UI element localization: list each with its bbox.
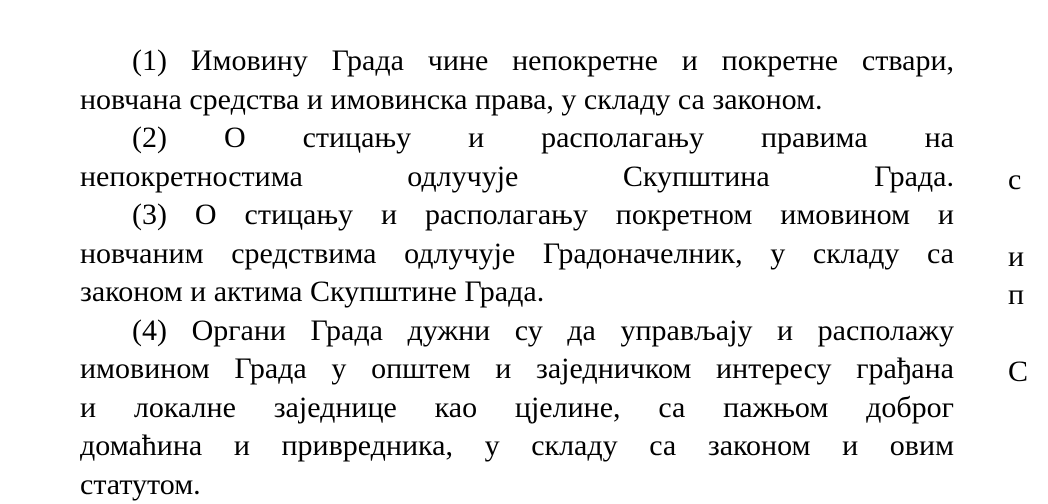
- paragraph-2-line-1: (2) О стицању и располагању правима на: [80, 119, 954, 158]
- margin-fragment-1: с: [1008, 161, 1021, 200]
- margin-fragment-2: и: [1008, 238, 1024, 277]
- paragraph-3-line-2: новчаним средствима одлучује Градоначелник, у складу са: [80, 235, 954, 274]
- margin-fragment-4: С: [1008, 353, 1028, 392]
- paragraph-3-line-3: законом и актима Скупштине Града.: [80, 273, 954, 312]
- paragraph-1-line-1: (1) Имовину Града чине непокретне и покретне ствари,: [80, 42, 954, 81]
- paragraph-1-line-2: новчана средства и имовинска права, у складу са законом.: [80, 81, 954, 120]
- paragraph-4-line-2: имовином Града у општем и заједничком интересу грађана: [80, 350, 954, 389]
- paragraph-4-line-3: и локалне заједнице као цјелине, са пажњом доброг: [80, 389, 954, 428]
- paragraph-3-line-1: (3) О стицању и располагању покретном имовином и: [80, 196, 954, 235]
- paragraph-4-line-5: статутом.: [80, 466, 954, 504]
- document-body: [80, 42, 954, 504]
- paragraph-4-line-1: (4) Органи Града дужни су да управљају и располажу: [80, 312, 954, 351]
- margin-fragment-3: п: [1008, 276, 1024, 315]
- paragraph-2-line-2: непокретностима одлучује Скупштина Града.: [80, 158, 954, 197]
- paragraph-4-line-4: домаћина и привредника, у складу са законом и овим: [80, 427, 954, 466]
